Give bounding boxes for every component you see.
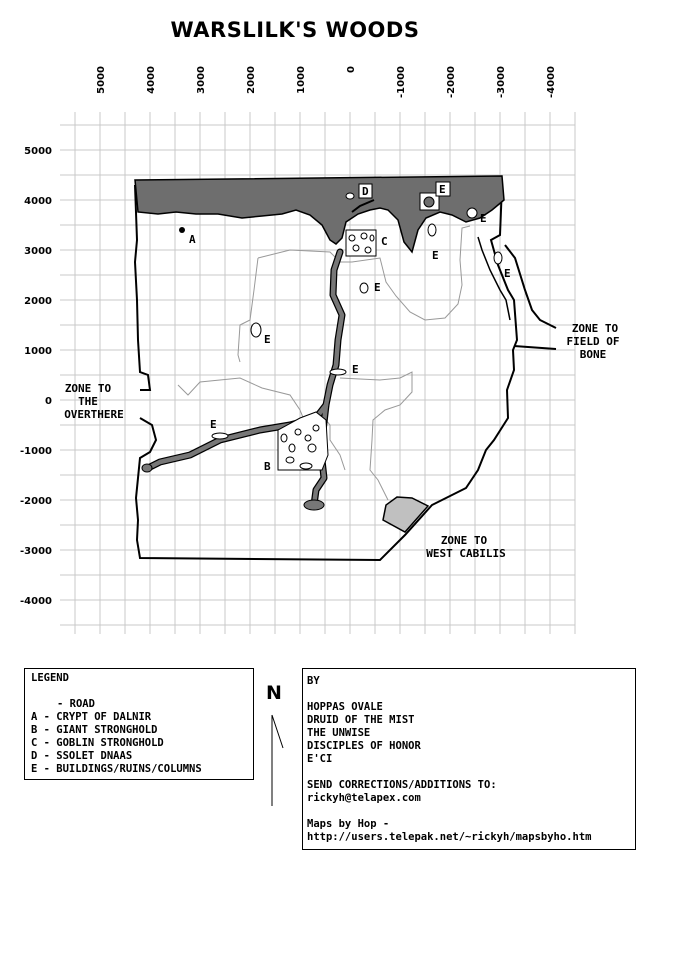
x-axis-tick-label: 5000	[96, 66, 107, 94]
x-axis-tick-label: 0	[346, 66, 357, 73]
svg-text:ZONE TO: ZONE TO	[64, 382, 112, 395]
y-axis-tick-label: 5000	[24, 146, 52, 157]
marker-b: B	[264, 460, 271, 473]
legend-item-c: C - GOBLIN STRONGHOLD	[31, 737, 164, 749]
north-needle-head	[272, 715, 283, 748]
legend-item-a: A - CRYPT OF DALNIR	[31, 711, 152, 723]
marker-e-3: E	[504, 267, 511, 280]
goblin-stronghold	[346, 230, 376, 256]
svg-text:WEST CABILIS: WEST CABILIS	[426, 547, 506, 560]
credits-box	[302, 668, 636, 850]
zone-overthere	[64, 382, 124, 421]
x-axis-tick-label: -1000	[396, 66, 407, 98]
svg-text:FIELD OF: FIELD OF	[566, 335, 620, 348]
credit-author: HOPPAS OVALE	[307, 701, 383, 713]
svg-text:ZONE TO: ZONE TO	[571, 322, 619, 335]
zone-west-cabilis	[426, 534, 505, 560]
x-axis-tick-label: 1000	[296, 66, 307, 94]
y-axis-tick-label: 4000	[24, 196, 52, 207]
y-axis-tick-label: -4000	[20, 596, 52, 607]
crypt-of-dalnir-marker	[179, 227, 185, 233]
marker-c: C	[381, 235, 388, 248]
legend-item-d: D - SSOLET DNAAS	[31, 750, 133, 762]
island-e-ring	[424, 197, 434, 207]
svg-text:BONE: BONE	[579, 348, 607, 361]
credits-email[interactable]: rickyh@telapex.com	[307, 792, 421, 804]
x-axis-tick-label: -4000	[546, 66, 557, 98]
marker-e-2: E	[432, 249, 439, 262]
legend-road: - ROAD	[57, 698, 95, 710]
marker-e-6: E	[352, 363, 359, 376]
road-end	[304, 500, 324, 510]
x-axis-tick-label: -2000	[446, 66, 457, 98]
west-cabilis-patch	[383, 497, 428, 532]
marker-e-1: E	[480, 212, 487, 225]
y-axis-tick-label: -2000	[20, 496, 52, 507]
road-west-end	[142, 464, 152, 472]
y-axis-tick-label: 0	[45, 396, 52, 407]
marker-e-lake: E	[439, 183, 446, 196]
marker-e-4: E	[374, 281, 381, 294]
credit-author: DISCIPLES OF HONOR	[307, 740, 421, 752]
credit-author: DRUID OF THE MIST	[307, 714, 415, 726]
ssolet-dnaas	[346, 193, 354, 199]
y-axis-tick-label: -3000	[20, 546, 52, 557]
y-axis-tick-label: -1000	[20, 446, 52, 457]
x-axis-tick-label: 3000	[196, 66, 207, 94]
marker-e-7: E	[210, 418, 217, 431]
zone-field-of-bone	[567, 322, 620, 361]
x-axis-labels	[96, 66, 557, 98]
credits-send-label: SEND CORRECTIONS/ADDITIONS TO:	[307, 779, 497, 791]
compass-north: N	[266, 682, 282, 704]
y-axis-tick-label: 1000	[24, 346, 52, 357]
x-axis-tick-label: 4000	[146, 66, 157, 94]
map-title: WARSLILK'S WOODS	[170, 18, 420, 42]
svg-text:OVERTHERE: OVERTHERE	[64, 408, 124, 421]
legend-item-b: B - GIANT STRONGHOLD	[31, 724, 158, 736]
credit-author: THE UNWISE	[307, 727, 371, 739]
legend-item-e: E - BUILDINGS/RUINS/COLUMNS	[31, 763, 202, 775]
svg-text:ZONE TO: ZONE TO	[440, 534, 488, 547]
marker-e-5: E	[264, 333, 271, 346]
credits-url[interactable]: http://users.telepak.net/~rickyh/mapsbyho.htm	[307, 831, 592, 843]
marker-d: D	[362, 185, 369, 198]
credits-by: BY	[307, 675, 320, 687]
legend-box	[24, 668, 254, 780]
marker-a: A	[189, 233, 196, 246]
x-axis-tick-label: 2000	[246, 66, 257, 94]
y-axis-labels	[20, 146, 52, 607]
credit-author: E'CI	[307, 753, 333, 765]
credits-maps-by: Maps by Hop -	[307, 818, 390, 830]
y-axis-tick-label: 2000	[24, 296, 52, 307]
svg-text:THE: THE	[78, 395, 98, 408]
legend-heading: LEGEND	[31, 672, 69, 684]
y-axis-tick-label: 3000	[24, 246, 52, 257]
x-axis-tick-label: -3000	[496, 66, 507, 98]
boundary-east-strip	[505, 245, 556, 328]
